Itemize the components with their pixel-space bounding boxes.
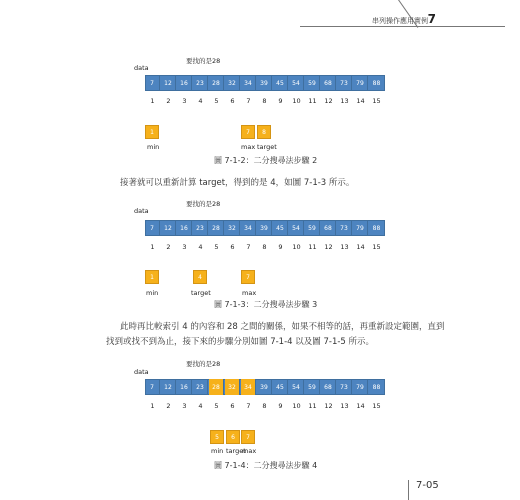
min-pointer-box: 1 (145, 125, 159, 139)
index-label: 15 (372, 243, 381, 251)
array-cell: 88 (372, 224, 381, 232)
array-cell: 88 (372, 383, 381, 391)
min-pointer-label: min (146, 289, 159, 297)
index-label: 7 (246, 97, 251, 105)
index-label: 1 (150, 243, 155, 251)
array-cell: 39 (257, 75, 272, 91)
array-cell: 7 (145, 220, 160, 236)
index-label: 13 (340, 402, 349, 410)
index-label: 10 (292, 97, 301, 105)
array-cell: 34 (241, 379, 256, 395)
index-label: 14 (356, 402, 365, 410)
index-label: 5 (214, 97, 219, 105)
array-cell: 34 (241, 75, 256, 91)
array-cell: 73 (337, 220, 352, 236)
index-label: 12 (324, 243, 333, 251)
index-label: 15 (372, 402, 381, 410)
index-label: 11 (308, 243, 317, 251)
figure-caption: 圖 7-1-2：二分搜尋法步驟 2 (214, 156, 318, 165)
figure-caption: 圖 7-1-3：二分搜尋法步驟 3 (214, 300, 318, 309)
array-cell: 23 (193, 379, 208, 395)
array-cell: 73 (337, 75, 352, 91)
array-cell: 88 (372, 79, 381, 87)
index-label: 5 (214, 402, 219, 410)
max-pointer-label: max (241, 143, 256, 151)
index-label: 2 (166, 402, 171, 410)
array-cell: 34 (241, 220, 256, 236)
index-label: 11 (308, 402, 317, 410)
array-cell: 16 (177, 379, 192, 395)
array-cell: 28 (209, 379, 224, 395)
array-cell: 54 (289, 379, 304, 395)
index-label: 4 (198, 97, 203, 105)
target-pointer-box: 6 (226, 430, 240, 444)
page-number: 7-05 (416, 480, 439, 491)
array-cell: 79 (353, 75, 368, 91)
array-cell: 16 (177, 220, 192, 236)
array-cell: 39 (257, 379, 272, 395)
array-cell: 39 (257, 220, 272, 236)
data-label: data (134, 207, 149, 215)
max-pointer-box: 7 (241, 125, 255, 139)
index-label: 10 (292, 402, 301, 410)
array-cell: 32 (225, 220, 240, 236)
search-target-label: 要找的是28 (186, 360, 221, 368)
chapter-title: 串列操作應用實例 (372, 17, 428, 25)
array-cell: 28 (209, 75, 224, 91)
index-label: 7 (246, 243, 251, 251)
paragraph-text: 此時再比較索引 4 的內容和 28 之間的關係，如果不相等的話，再重新設定範圍，直到 (120, 322, 445, 332)
search-target-label: 要找的是28 (186, 57, 221, 65)
array-cell: 59 (305, 75, 320, 91)
array-cell: 32 (225, 75, 240, 91)
target-pointer-label: target (257, 143, 277, 151)
index-label: 11 (308, 97, 317, 105)
index-label: 8 (262, 402, 267, 410)
index-label: 4 (198, 243, 203, 251)
index-label: 5 (214, 243, 219, 251)
target-pointer-label: target (226, 447, 246, 455)
max-pointer-box: 7 (241, 270, 255, 284)
header-rule (300, 26, 505, 27)
min-pointer-box: 1 (145, 270, 159, 284)
index-label: 2 (166, 243, 171, 251)
index-label: 9 (278, 243, 283, 251)
array-cell: 12 (161, 220, 176, 236)
target-pointer-box: 8 (257, 125, 271, 139)
array-cell: 45 (273, 75, 288, 91)
index-label: 7 (246, 402, 251, 410)
data-label: data (134, 368, 149, 376)
index-label: 3 (182, 243, 187, 251)
index-label: 13 (340, 97, 349, 105)
index-label: 4 (198, 402, 203, 410)
target-pointer-box: 4 (193, 270, 207, 284)
index-label: 8 (262, 243, 267, 251)
search-target-label: 要找的是28 (186, 200, 221, 208)
figure-caption: 圖 7-1-4：二分搜尋法步驟 4 (214, 461, 318, 470)
min-pointer-label: min (211, 447, 224, 455)
max-pointer-label: max (242, 289, 257, 297)
array-cell: 12 (161, 379, 176, 395)
index-label: 9 (278, 402, 283, 410)
index-label: 3 (182, 97, 187, 105)
array-cell: 73 (337, 379, 352, 395)
index-label: 14 (356, 243, 365, 251)
array-cell: 68 (321, 379, 336, 395)
index-label: 6 (230, 243, 235, 251)
array-cell: 54 (289, 220, 304, 236)
index-label: 6 (230, 97, 235, 105)
array-cell: 45 (273, 220, 288, 236)
index-label: 14 (356, 97, 365, 105)
paragraph-text: 接著就可以重新計算 target，得到的是 4，如圖 7-1-3 所示。 (120, 178, 355, 188)
array-cell: 16 (177, 75, 192, 91)
array-cell: 45 (273, 379, 288, 395)
index-label: 12 (324, 97, 333, 105)
index-label: 3 (182, 402, 187, 410)
max-pointer-box: 7 (241, 430, 255, 444)
min-pointer-label: min (147, 143, 160, 151)
index-label: 13 (340, 243, 349, 251)
data-label: data (134, 64, 149, 72)
array-cell: 23 (193, 75, 208, 91)
min-pointer-box: 5 (210, 430, 224, 444)
max-pointer-label: max (242, 447, 257, 455)
index-label: 1 (150, 97, 155, 105)
array-cell: 23 (193, 220, 208, 236)
index-label: 10 (292, 243, 301, 251)
array-cell: 79 (353, 379, 368, 395)
index-label: 1 (150, 402, 155, 410)
array-cell: 7 (145, 379, 160, 395)
chapter-number: 7 (427, 12, 436, 26)
index-label: 6 (230, 402, 235, 410)
index-label: 9 (278, 97, 283, 105)
array-cell: 59 (305, 379, 320, 395)
footer-rule (408, 480, 409, 500)
array-cell: 79 (353, 220, 368, 236)
array-cell: 68 (321, 75, 336, 91)
array-cell: 32 (225, 379, 240, 395)
array-cell: 12 (161, 75, 176, 91)
paragraph-text: 找到或找不到為止，接下來的步驟分別如圖 7-1-4 以及圖 7-1-5 所示。 (106, 337, 375, 347)
array-cell: 28 (209, 220, 224, 236)
array-cell: 7 (145, 75, 160, 91)
target-pointer-label: target (191, 289, 211, 297)
index-label: 2 (166, 97, 171, 105)
index-label: 12 (324, 402, 333, 410)
index-label: 15 (372, 97, 381, 105)
array-cell: 54 (289, 75, 304, 91)
index-label: 8 (262, 97, 267, 105)
array-cell: 68 (321, 220, 336, 236)
array-cell: 59 (305, 220, 320, 236)
